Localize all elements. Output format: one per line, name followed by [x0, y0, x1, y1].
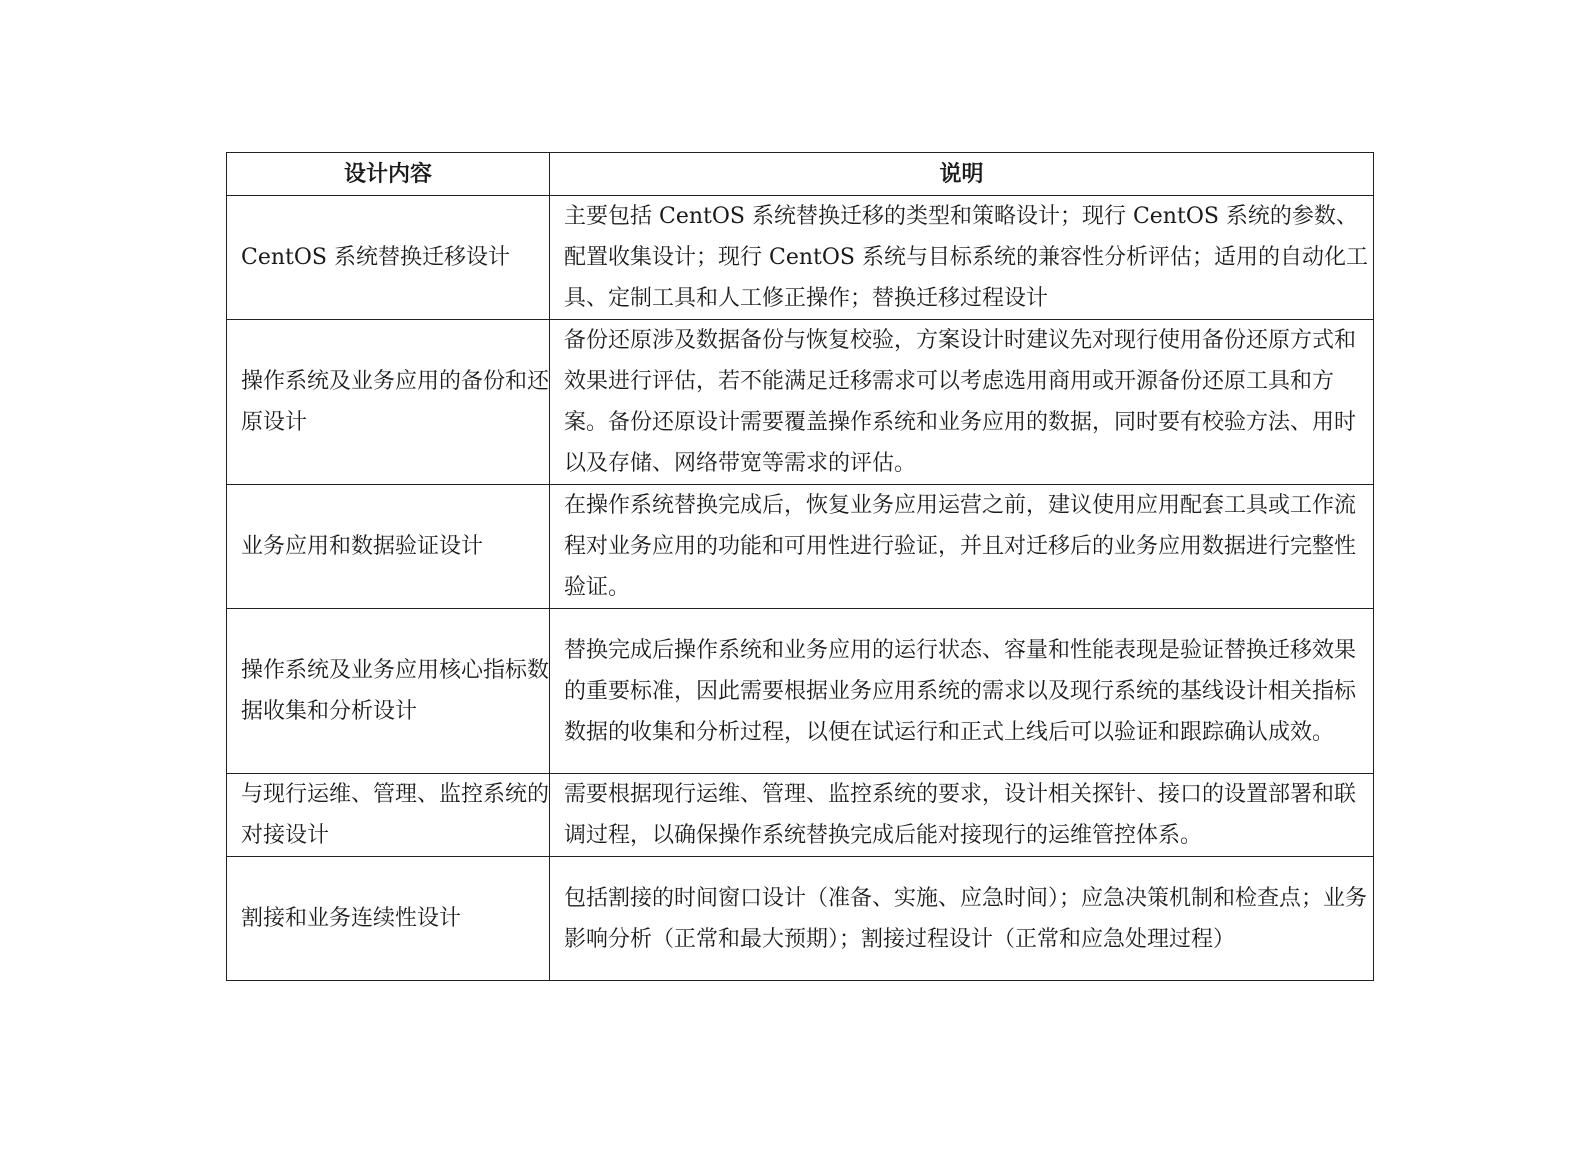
row-description-cell: 替换完成后操作系统和业务应用的运行状态、容量和性能表现是验证替换迁移效果的重要标准，因此需要根据业务应用系统的需求以及现行系统的基线设计相关指标数据的收集和分析过程，以便在试运行和正式上线后可以验证和跟踪确认成效。	[550, 609, 1374, 774]
design-content-table	[226, 152, 1374, 981]
row-item-cell: 业务应用和数据验证设计	[227, 485, 550, 609]
table-row	[227, 857, 1374, 981]
table-row	[227, 196, 1374, 320]
row-description-cell: 包括割接的时间窗口设计（准备、实施、应急时间）；应急决策机制和检查点；业务影响分析（正常和最大预期）；割接过程设计（正常和应急处理过程）	[550, 857, 1374, 981]
row-item-cell: 操作系统及业务应用的备份和还原设计	[227, 320, 550, 485]
table-row	[227, 609, 1374, 774]
table-row	[227, 774, 1374, 857]
row-description-cell: 需要根据现行运维、管理、监控系统的要求，设计相关探针、接口的设置部署和联调过程，以确保操作系统替换完成后能对接现行的运维管控体系。	[550, 774, 1374, 857]
row-item-cell: 割接和业务连续性设计	[227, 857, 550, 981]
row-item-cell: CentOS 系统替换迁移设计	[227, 196, 550, 320]
header-design-content: 设计内容	[227, 153, 550, 196]
row-item-cell: 操作系统及业务应用核心指标数据收集和分析设计	[227, 609, 550, 774]
header-description: 说明	[550, 153, 1374, 196]
table-row	[227, 320, 1374, 485]
table-header-row	[227, 153, 1374, 196]
row-description-cell: 备份还原涉及数据备份与恢复校验，方案设计时建议先对现行使用备份还原方式和效果进行评估，若不能满足迁移需求可以考虑选用商用或开源备份还原工具和方案。备份还原设计需要覆盖操作系统和业务应用的数据，同时要有校验方法、用时以及存储、网络带宽等需求的评估。	[550, 320, 1374, 485]
row-item-cell: 与现行运维、管理、监控系统的对接设计	[227, 774, 550, 857]
table-row	[227, 485, 1374, 609]
row-description-cell: 主要包括 CentOS 系统替换迁移的类型和策略设计；现行 CentOS 系统的参数、配置收集设计；现行 CentOS 系统与目标系统的兼容性分析评估；适用的自动化工具、定制工具和人工修正操作；替换迁移过程设计	[550, 196, 1374, 320]
row-description-cell: 在操作系统替换完成后，恢复业务应用运营之前，建议使用应用配套工具或工作流程对业务应用的功能和可用性进行验证，并且对迁移后的业务应用数据进行完整性验证。	[550, 485, 1374, 609]
